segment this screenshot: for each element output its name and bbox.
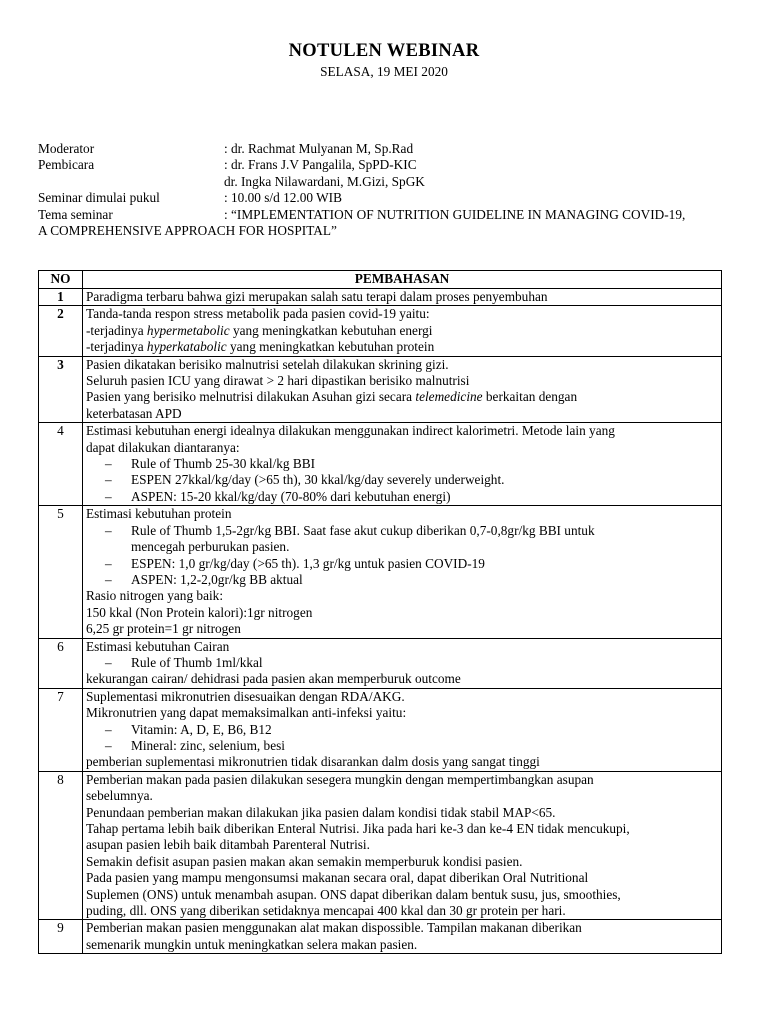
bullet-item — [86, 738, 718, 754]
text-run: yang meningkatkan kebutuhan energi — [229, 322, 433, 338]
italic-term: hypermetabolic — [146, 322, 230, 338]
text-run: -terjadinya — [86, 322, 147, 338]
theme-row — [38, 207, 738, 223]
text-line: puding, dll. ONS yang diberikan setidaknya mencapai 400 kkal dan 30 gr protein per hari. — [86, 903, 566, 919]
discussion-table — [38, 270, 722, 954]
text-line: Mikronutrien yang dapat memaksimalkan anti-infeksi yaitu: — [86, 705, 407, 721]
row-number: 9 — [39, 920, 83, 954]
bullet-text: Vitamin: A, D, E, B6, B12 — [131, 721, 272, 737]
start-time-value: : 10.00 s/d 12.00 WIB — [224, 190, 342, 206]
text-line: Semakin defisit asupan pasien makan akan semakin memperburuk kondisi pasien. — [86, 853, 523, 869]
row-content — [83, 306, 722, 356]
row-content — [83, 688, 722, 771]
text-line: pemberian suplementasi mikronutrien tidak disarankan dalm dosis yang sangat tinggi — [86, 754, 540, 770]
bullet-text: ESPEN 27kkal/kg/day (>65 th), 30 kkal/kg/day severely underweight. — [131, 472, 505, 488]
text-run: -terjadinya — [86, 339, 147, 355]
header-discussion: PEMBAHASAN — [83, 271, 722, 289]
bullet-text: ESPEN: 1,0 gr/kg/day (>65 th). 1,3 gr/kg untuk pasien COVID-19 — [131, 555, 485, 571]
row-content — [83, 356, 722, 423]
dash-bullet-icon: – — [105, 737, 112, 753]
bullet-item — [86, 489, 718, 505]
table-row — [39, 920, 722, 954]
table-row — [39, 356, 722, 423]
bullet-text: Rule of Thumb 1ml/kkal — [131, 654, 263, 670]
text-run: berkaitan dengan — [482, 389, 578, 405]
row-content — [83, 289, 722, 306]
row-number: 8 — [39, 771, 83, 920]
row-number: 3 — [39, 356, 83, 423]
moderator-row — [38, 141, 738, 157]
dash-bullet-icon: – — [105, 472, 112, 488]
text-line: Estimasi kebutuhan energi idealnya dilakukan menggunakan indirect kalorimetri. Metode lain yang — [86, 423, 615, 439]
text-line: Rasio nitrogen yang baik: — [86, 588, 224, 604]
text-line: dapat dilakukan diantaranya: — [86, 439, 240, 455]
text-line: Tanda-tanda respon stress metabolik pada pasien covid-19 yaitu: — [86, 306, 430, 322]
dash-bullet-icon: – — [105, 522, 112, 538]
table-row — [39, 771, 722, 920]
row-number: 7 — [39, 688, 83, 771]
row-number: 2 — [39, 306, 83, 356]
text-line: Estimasi kebutuhan protein — [86, 506, 232, 522]
table-row — [39, 688, 722, 771]
text-run: Pasien yang berisiko melnutrisi dilakukan Asuhan gizi secara — [86, 389, 416, 405]
text-line: keterbatasan APD — [86, 405, 182, 421]
start-time-label: Seminar dimulai pukul — [38, 190, 160, 206]
row-content — [83, 771, 722, 920]
speaker-value-2: dr. Ingka Nilawardani, M.Gizi, SpGK — [224, 173, 425, 189]
moderator-value: : dr. Rachmat Mulyanan M, Sp.Rad — [224, 141, 414, 156]
row-number: 6 — [39, 638, 83, 688]
table-row — [39, 506, 722, 638]
text-line: Pasien dikatakan berisiko malnutrisi setelah dilakukan skrining gizi. — [86, 356, 449, 372]
dash-bullet-icon: – — [105, 571, 112, 587]
text-line: Seluruh pasien ICU yang dirawat > 2 hari dipastikan berisiko malnutrisi — [86, 373, 470, 389]
bullet-item — [86, 523, 718, 539]
text-line: Suplemen (ONS) untuk menambah asupan. ONS dapat diberikan dalam bentuk susu, jus, smoothies, — [86, 886, 621, 902]
row-number: 5 — [39, 506, 83, 638]
text-line: semenarik mungkin untuk meningkatkan selera makan pasien. — [86, 936, 418, 952]
bullet-item — [86, 556, 718, 572]
table-row — [39, 638, 722, 688]
bullet-text: ASPEN: 15-20 kkal/kg/day (70-80% dari kebutuhan energi) — [131, 488, 451, 504]
text-line: 150 kkal (Non Protein kalori):1gr nitrogen — [86, 604, 313, 620]
italic-term: hyperkatabolic — [146, 339, 227, 355]
theme-label: Tema seminar — [38, 206, 113, 222]
document-date: SELASA, 19 MEI 2020 — [320, 64, 448, 79]
table-row — [39, 423, 722, 506]
text-line: asupan pasien lebih baik ditambah Parenteral Nutrisi. — [86, 837, 370, 853]
header-no: NO — [39, 271, 83, 289]
speaker-value-1: : dr. Frans J.V Pangalila, SpPD-KIC — [224, 157, 417, 173]
row-content — [83, 423, 722, 506]
text-line — [86, 323, 718, 339]
text-line: Suplementasi mikronutrien disesuaikan dengan RDA/AKG. — [86, 688, 405, 704]
text-line — [86, 339, 718, 355]
bullet-text: Mineral: zinc, selenium, besi — [131, 737, 285, 753]
row-content — [83, 506, 722, 638]
bullet-text: Rule of Thumb 1,5-2gr/kg BBI. Saat fase akut cukup diberikan 0,7-0,8gr/kg BBI untuk — [131, 522, 595, 538]
row-number: 1 — [39, 289, 83, 306]
speaker-label: Pembicara — [38, 157, 95, 173]
bullet-text: ASPEN: 1,2-2,0gr/kg BB aktual — [131, 571, 303, 587]
table-row — [39, 306, 722, 356]
bullet-item — [86, 472, 718, 488]
row-content — [83, 920, 722, 954]
start-time-row — [38, 190, 738, 206]
text-line: Penundaan pemberian makan dilakukan jika pasien dalam kondisi tidak stabil MAP<65. — [86, 804, 556, 820]
text-line: Tahap pertama lebih baik diberikan Enteral Nutrisi. Jika pada hari ke-3 dan ke-4 EN tidak mencukupi, — [86, 821, 630, 836]
text-run: yang meningkatkan kebutuhan protein — [226, 339, 435, 355]
text-line: Estimasi kebutuhan Cairan — [86, 638, 230, 654]
bullet-item — [86, 655, 718, 671]
meeting-info — [38, 141, 738, 239]
dash-bullet-icon: – — [105, 555, 112, 571]
dash-bullet-icon: – — [105, 654, 112, 670]
bullet-item — [86, 456, 718, 472]
text-line: Pemberian makan pada pasien dilakukan sesegera mungkin dengan mempertimbangkan asupan — [86, 771, 594, 787]
text-line: 6,25 gr protein=1 gr nitrogen — [86, 621, 241, 637]
row-content — [83, 638, 722, 688]
text-line: sebelumnya. — [86, 788, 153, 804]
moderator-label: Moderator — [38, 141, 95, 156]
bullet-item — [86, 722, 718, 738]
italic-term: telemedicine — [415, 389, 483, 405]
table-header-row — [39, 271, 722, 289]
bullet-item — [86, 572, 718, 588]
speaker-row — [38, 157, 738, 173]
document-title: NOTULEN WEBINAR — [288, 41, 480, 61]
text-line: kekurangan cairan/ dehidrasi pada pasien akan memperburuk outcome — [86, 671, 461, 687]
theme-value-2: A COMPREHENSIVE APPROACH FOR HOSPITAL” — [38, 222, 337, 238]
theme-value-1: : “IMPLEMENTATION OF NUTRITION GUIDELINE IN MANAGING COVID-19, — [224, 206, 686, 222]
text-line: Pada pasien yang mampu mengonsumsi makanan secara oral, dapat diberikan Oral Nutritional — [86, 870, 589, 886]
dash-bullet-icon: – — [105, 721, 112, 737]
bullet-continuation: mencegah perburukan pasien. — [131, 539, 290, 555]
text-line: Paradigma terbaru bahwa gizi merupakan salah satu terapi dalam proses penyembuhan — [86, 289, 548, 304]
dash-bullet-icon: – — [105, 456, 112, 472]
row-number: 4 — [39, 423, 83, 506]
text-line: Pemberian makan pasien menggunakan alat makan dispossible. Tampilan makanan diberikan — [86, 920, 582, 936]
table-row — [39, 289, 722, 306]
text-line — [86, 389, 718, 405]
dash-bullet-icon: – — [105, 488, 112, 504]
bullet-text: Rule of Thumb 25-30 kkal/kg BBI — [131, 456, 316, 472]
